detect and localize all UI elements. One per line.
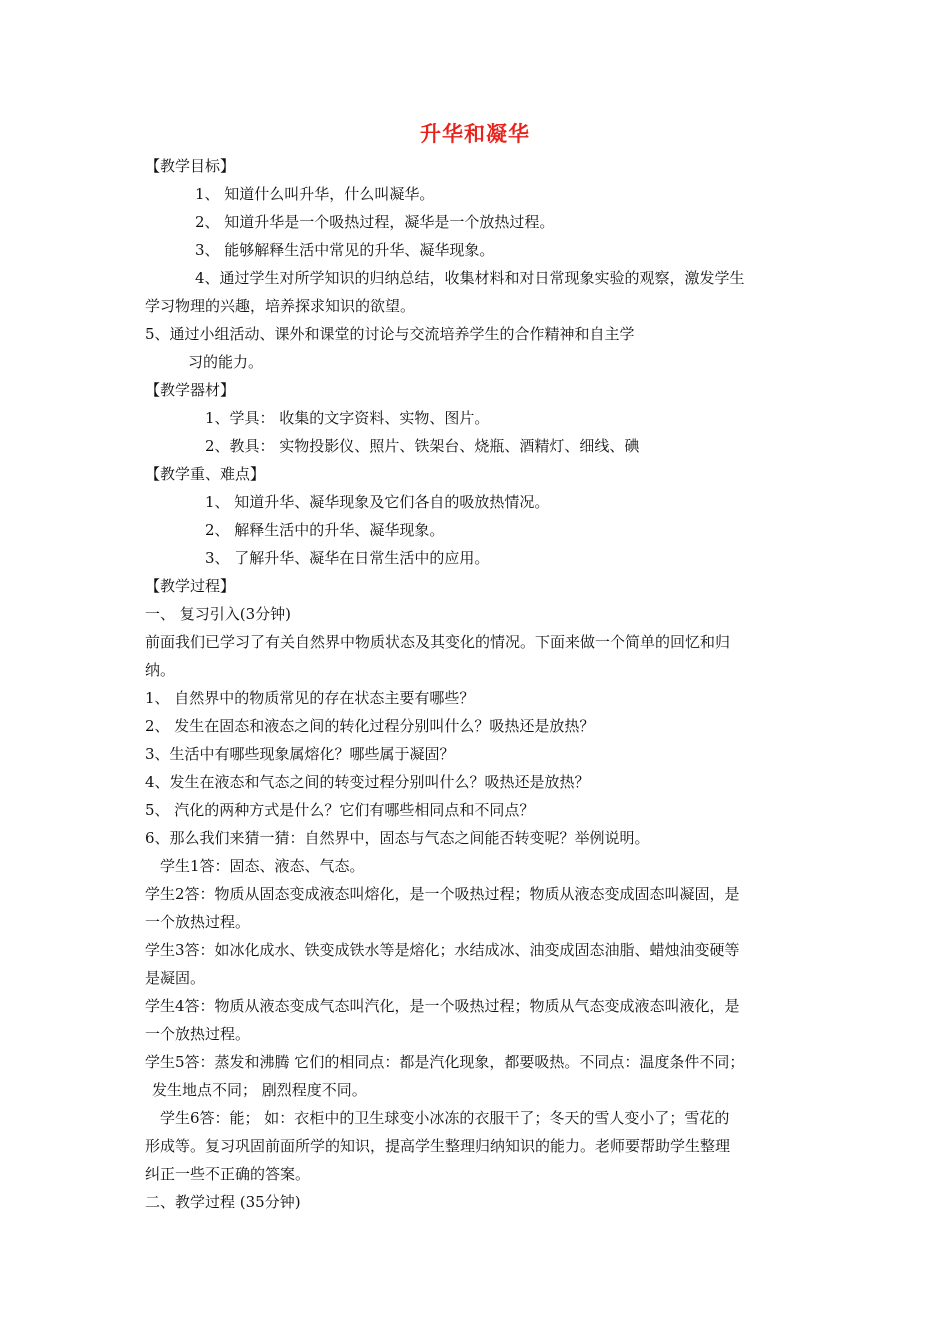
text-line: 5、通过小组活动、课外和课堂的讨论与交流培养学生的合作精神和自主学 (145, 325, 635, 343)
text-line: 学生4答：物质从液态变成气态叫汽化，是一个吸热过程；物质从气态变成液态叫液化，是 (145, 997, 740, 1015)
text-line: 1、学具： 收集的文字资料、实物、图片。 (205, 409, 490, 427)
text-line: 【教学目标】 (145, 157, 236, 175)
text-line: 3、 能够解释生活中常见的升华、凝华现象。 (195, 241, 495, 259)
text-line: 一个放热过程。 (145, 913, 251, 931)
text-line: 纳。 (145, 661, 176, 679)
text-line: 学生2答：物质从固态变成液态叫熔化，是一个吸热过程；物质从液态变成固态叫凝固，是 (145, 885, 740, 903)
text-line: 学生6答：能； 如：衣柜中的卫生球变小冰冻的衣服干了；冬天的雪人变小了；雪花的 (160, 1109, 730, 1127)
text-line: 学生3答：如冰化成水、铁变成铁水等是熔化；水结成冰、油变成固态油脂、蜡烛油变硬等 (145, 941, 740, 959)
text-line: 前面我们已学习了有关自然界中物质状态及其变化的情况。下面来做一个简单的回忆和归 (145, 633, 731, 651)
text-line: 二、教学过程 (35分钟) (145, 1193, 301, 1211)
text-line: 【教学过程】 (145, 577, 236, 595)
page-title: 升华和凝华 (420, 122, 530, 146)
text-line: 一、 复习引入(3分钟) (145, 605, 292, 623)
text-line: 1、 自然界中的物质常见的存在状态主要有哪些？ (145, 689, 475, 707)
text-line: 2、 发生在固态和液态之间的转化过程分别叫什么？吸热还是放热？ (145, 717, 595, 735)
text-line: 3、生活中有哪些现象属熔化？哪些属于凝固？ (145, 745, 455, 763)
text-line: 学习物理的兴趣，培养探求知识的欲望。 (145, 297, 416, 315)
text-line: 5、 汽化的两种方式是什么？它们有哪些相同点和不同点？ (145, 801, 535, 819)
text-line: 纠正一些不正确的答案。 (145, 1165, 311, 1183)
text-line: 【教学重、难点】 (145, 465, 266, 483)
text-line: 6、那么我们来猜一猜：自然界中，固态与气态之间能否转变呢？举例说明。 (145, 829, 650, 847)
text-line: 1、 知道什么叫升华，什么叫凝华。 (195, 185, 435, 203)
text-line: 【教学器材】 (145, 381, 236, 399)
text-line: 3、 了解升华、凝华在日常生活中的应用。 (205, 549, 490, 567)
text-line: 2、 解释生活中的升华、凝华现象。 (205, 521, 445, 539)
text-line: 2、 知道升华是一个吸热过程，凝华是一个放热过程。 (195, 213, 555, 231)
text-line: 一个放热过程。 (145, 1025, 251, 1043)
text-line: 1、 知道升华、凝华现象及它们各自的吸放热情况。 (205, 493, 550, 511)
text-line: 习的能力。 (188, 353, 264, 371)
text-line: 4、通过学生对所学知识的归纳总结，收集材料和对日常现象实验的观察，激发学生 (195, 269, 745, 287)
text-line: 学生5答：蒸发和沸腾 它们的相同点：都是汽化现象，都要吸热。不同点：温度条件不同； (145, 1053, 745, 1071)
text-line: 形成等。复习巩固前面所学的知识，提高学生整理归纳知识的能力。老师要帮助学生整理 (145, 1137, 731, 1155)
text-line: 4、发生在液态和气态之间的转变过程分别叫什么？吸热还是放热？ (145, 773, 590, 791)
text-line: 发生地点不同； 剧烈程度不同。 (152, 1081, 367, 1099)
text-line: 2、教具： 实物投影仪、照片、铁架台、烧瓶、酒精灯、细线、碘 (205, 437, 640, 455)
text-line: 是凝固。 (145, 969, 206, 987)
text-line: 学生1答：固态、液态、气态。 (160, 857, 365, 875)
